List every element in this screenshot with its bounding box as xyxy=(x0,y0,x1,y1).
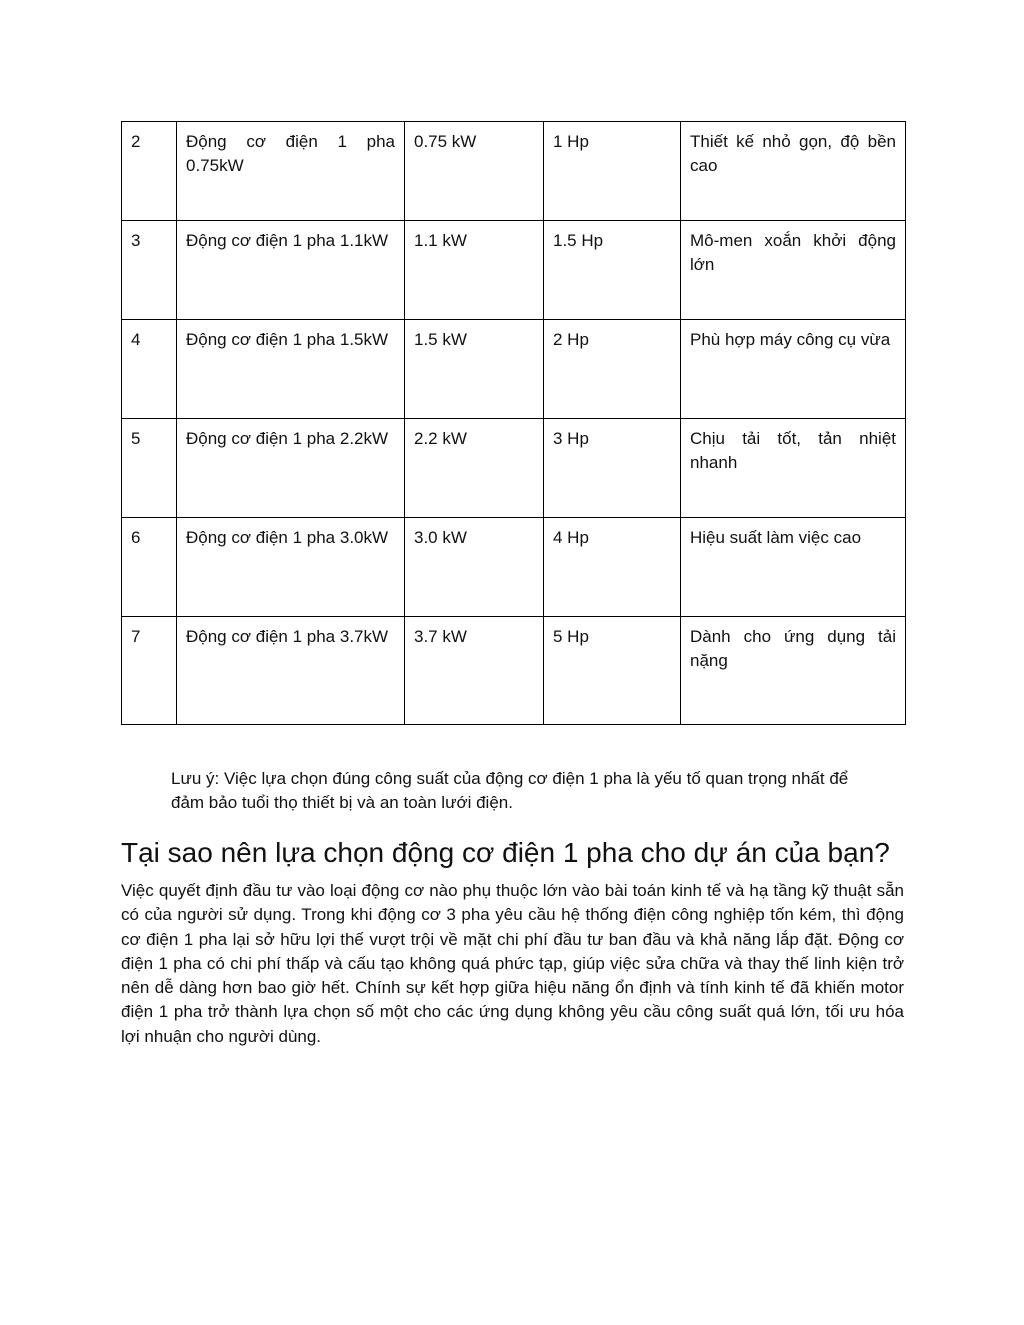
motor-name-cell: Động cơ điện 1 pha 2.2kW xyxy=(177,419,405,518)
table-row xyxy=(122,518,906,617)
power-hp-cell: 1 Hp xyxy=(544,122,681,221)
section-heading: Tại sao nên lựa chọn động cơ điện 1 pha cho dự án của bạn? xyxy=(121,837,890,868)
section-paragraph: Việc quyết định đầu tư vào loại động cơ nào phụ thuộc lớn vào bài toán kinh tế và hạ tầng kỹ thuật sẵn có của người sử dụng. Trong khi động cơ 3 pha yêu cầu hệ thống điện công nghiệp tốn kém, thì động cơ điện 1 pha lại sở hữu lợi thế vượt trội về mặt chi phí đầu tư ban đầu và khả năng lắp đặt. Động cơ điện 1 pha có chi phí thấp và cấu tạo không quá phức tạp, giúp việc sửa chữa và thay thế linh kiện trở nên dễ dàng hơn bao giờ hết. Chính sự kết hợp giữa hiệu năng ổn định và tính kinh tế đã khiến motor điện 1 pha trở thành lựa chọn số một cho các ứng dụng không yêu cầu công suất quá lớn, tối ưu hóa lợi nhuận cho người dùng. xyxy=(121,881,904,1046)
power-kw-cell: 1.5 kW xyxy=(405,320,544,419)
table-note: Lưu ý: Việc lựa chọn đúng công suất của động cơ điện 1 pha là yếu tố quan trọng nhất để đảm bảo tuổi thọ thiết bị và an toàn lưới điện. xyxy=(171,769,849,812)
table-row xyxy=(122,320,906,419)
power-kw-cell: 3.7 kW xyxy=(405,617,544,725)
feature-cell: Chịu tải tốt, tản nhiệt nhanh xyxy=(681,419,906,518)
motor-name-cell: Động cơ điện 1 pha 3.7kW xyxy=(177,617,405,725)
table-row xyxy=(122,122,906,221)
row-number-cell: 5 xyxy=(122,419,177,518)
power-hp-cell: 3 Hp xyxy=(544,419,681,518)
row-number-cell: 7 xyxy=(122,617,177,725)
power-kw-cell: 3.0 kW xyxy=(405,518,544,617)
feature-cell: Dành cho ứng dụng tải nặng xyxy=(681,617,906,725)
power-hp-cell: 4 Hp xyxy=(544,518,681,617)
power-hp-cell: 1.5 Hp xyxy=(544,221,681,320)
power-hp-cell: 5 Hp xyxy=(544,617,681,725)
row-number-cell: 4 xyxy=(122,320,177,419)
motor-name-cell: Động cơ điện 1 pha 1.5kW xyxy=(177,320,405,419)
row-number-cell: 6 xyxy=(122,518,177,617)
row-number-cell: 3 xyxy=(122,221,177,320)
feature-cell: Thiết kế nhỏ gọn, độ bền cao xyxy=(681,122,906,221)
motor-name-cell: Động cơ điện 1 pha 3.0kW xyxy=(177,518,405,617)
power-kw-cell: 0.75 kW xyxy=(405,122,544,221)
row-number-cell: 2 xyxy=(122,122,177,221)
table-row xyxy=(122,221,906,320)
motor-name-cell: Động cơ điện 1 pha 1.1kW xyxy=(177,221,405,320)
feature-cell: Mô-men xoắn khởi động lớn xyxy=(681,221,906,320)
table-row xyxy=(122,419,906,518)
table-row xyxy=(122,617,906,725)
motor-name-cell: Động cơ điện 1 pha 0.75kW xyxy=(177,122,405,221)
feature-cell: Hiệu suất làm việc cao xyxy=(681,518,906,617)
power-kw-cell: 2.2 kW xyxy=(405,419,544,518)
motor-spec-table xyxy=(121,121,906,725)
feature-cell: Phù hợp máy công cụ vừa xyxy=(681,320,906,419)
power-kw-cell: 1.1 kW xyxy=(405,221,544,320)
power-hp-cell: 2 Hp xyxy=(544,320,681,419)
